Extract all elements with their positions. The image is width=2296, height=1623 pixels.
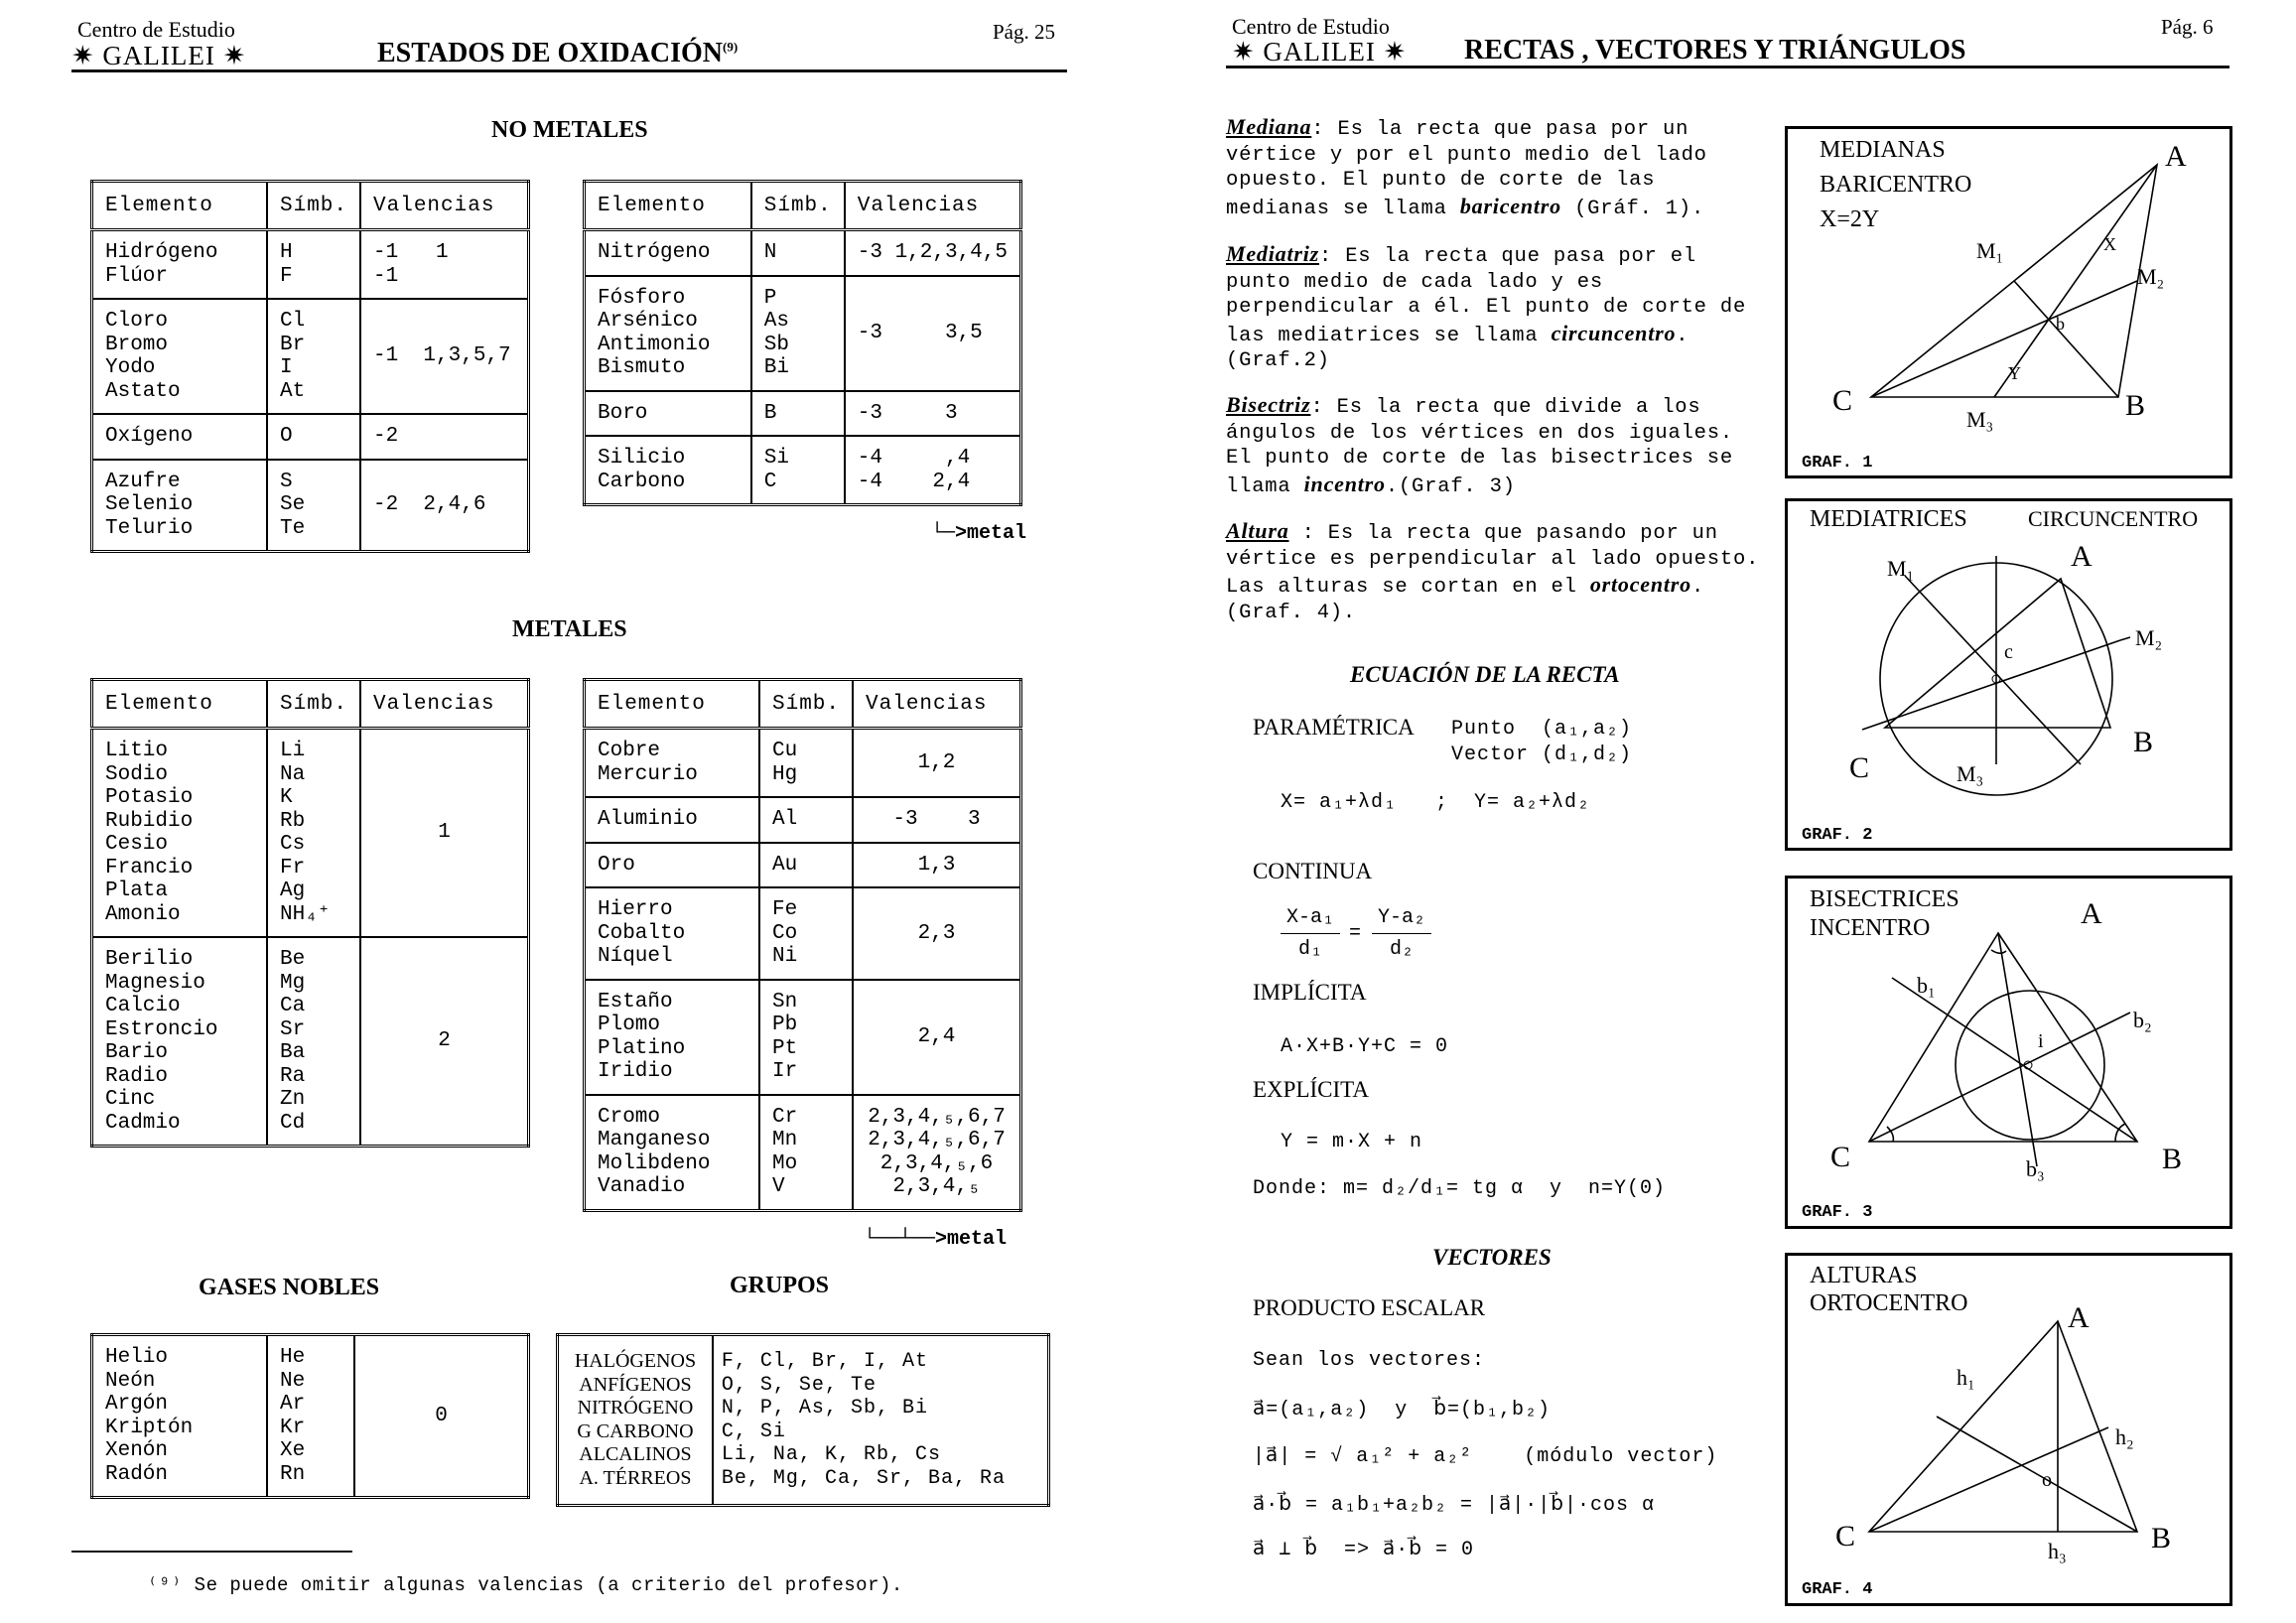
- symbol-cell: Fe Co Ni: [759, 887, 853, 980]
- graf4-o: o: [2042, 1469, 2052, 1491]
- bisectriz-term: Bisectriz: [1226, 392, 1311, 417]
- graf4-h3: h₃: [2048, 1539, 2067, 1563]
- graf4-h2: h₂: [2115, 1424, 2134, 1449]
- element-cell: Oxígeno: [92, 414, 268, 460]
- graf3-title2: INCENTRO: [1810, 915, 1931, 941]
- graf4-triangle: [1869, 1321, 2137, 1532]
- cont-den-1: d₁: [1297, 938, 1322, 961]
- valence-cell: 0: [354, 1335, 529, 1498]
- column-header: Símb.: [751, 182, 845, 230]
- element-cell: Oro: [585, 843, 760, 888]
- element-cell: Hidrógeno Flúor: [92, 230, 268, 300]
- column-header: Valencias: [360, 182, 528, 230]
- graf4-B: B: [2151, 1522, 2172, 1555]
- left-page: [0, 0, 1142, 1623]
- vectors-definition: a⃗=(a₁,a₂) y b⃗=(b₁,b₂): [1253, 1399, 1551, 1421]
- graf1-figure: [1788, 129, 2229, 475]
- bisectriz-kw: incentro: [1303, 471, 1386, 496]
- grupos-table: [556, 1333, 1050, 1507]
- mediatriz-term: Mediatriz: [1226, 241, 1319, 266]
- table-row: [585, 729, 1021, 798]
- explicita-label: EXPLÍCITA: [1253, 1077, 1369, 1102]
- element-cell: Azufre Selenio Telurio: [92, 460, 268, 552]
- implicit-equation: A·X+B·Y+C = 0: [1281, 1035, 1449, 1058]
- valence-cell: -3 3,5: [845, 276, 1021, 391]
- bisectriz-tail: .(Graf. 3): [1385, 474, 1516, 498]
- cont-den-2: d₂: [1389, 938, 1414, 961]
- graf3-label: GRAF. 3: [1802, 1203, 1873, 1222]
- graf2-mediatrices: [1785, 498, 2232, 851]
- graf4-label: GRAF. 4: [1802, 1580, 1873, 1599]
- table-row: [585, 843, 1021, 888]
- column-header: Elemento: [585, 680, 760, 729]
- graf2-triangle: [1885, 579, 2110, 728]
- column-header: Valencias: [360, 680, 528, 729]
- element-cell: Cromo Manganeso Molibdeno Vanadio: [585, 1095, 760, 1211]
- valence-cell: -2 2,4,6: [360, 460, 528, 552]
- graf1-B: B: [2125, 389, 2146, 422]
- graf4-alturas: [1785, 1253, 2232, 1606]
- mediatriz-paragraph: [1226, 241, 1762, 374]
- graf1-title3: X=2Y: [1820, 206, 1880, 232]
- nometales-heading: NO METALES: [491, 117, 648, 143]
- footnote-rule: [71, 1551, 352, 1553]
- column-header: Símb.: [267, 182, 360, 230]
- grupos-members: F, Cl, Br, I, At O, S, Se, Te N, P, As, Sb, Bi C, Si Li, Na, K, Rb, Cs Be, Mg, Ca, Sr, Ba, Ra: [721, 1350, 1006, 1490]
- table-row: [92, 299, 529, 414]
- graf4-figure: [1788, 1256, 2229, 1603]
- donde-text: Donde: m= d₂/d₁= tg α y n=Y(0): [1253, 1177, 1667, 1200]
- valence-cell: 2,3,4,₅,6,7 2,3,4,₅,6,7 2,3,4,₅,6 2,3,4,₅: [853, 1095, 1020, 1211]
- sean-text: Sean los vectores:: [1253, 1349, 1486, 1372]
- symbol-cell: Cu Hg: [759, 729, 853, 798]
- header-center-right: Centro de Estudio: [1232, 14, 1390, 39]
- right-page: [1186, 0, 2296, 1623]
- altura-kw: ortocentro: [1589, 572, 1691, 597]
- graf2-title1: MEDIATRICES: [1810, 506, 1967, 532]
- table-row: [92, 460, 529, 552]
- symbol-cell: Si C: [751, 436, 845, 505]
- graf3-b3: b₃: [2026, 1156, 2045, 1181]
- graf2-bisector-3-tail: [2120, 637, 2130, 640]
- parametric-equation: X= a₁+λd₁ ; Y= a₂+λd₂: [1281, 791, 1591, 814]
- graf1-M3: M₃: [1966, 407, 1994, 432]
- table-row: [585, 980, 1021, 1095]
- graf4-title1: ALTURAS: [1810, 1263, 1918, 1288]
- symbol-cell: Au: [759, 843, 853, 888]
- vectores-heading: VECTORES: [1432, 1245, 1552, 1270]
- mediana-tail: (Gráf. 1).: [1560, 197, 1705, 220]
- element-cell: Nitrógeno: [585, 230, 751, 276]
- graf1-C: C: [1832, 384, 1853, 417]
- mediana-paragraph: [1226, 114, 1762, 221]
- grupos-heading: GRUPOS: [730, 1273, 830, 1298]
- table-row: [92, 937, 529, 1147]
- table-row: [585, 276, 1021, 391]
- graf1-medianas: [1785, 126, 2232, 478]
- valence-cell: 1: [360, 729, 528, 938]
- graf2-label: GRAF. 2: [1802, 826, 1873, 845]
- graf3-incircle: [1956, 991, 2104, 1140]
- graf1-M2: M₂: [2137, 264, 2165, 289]
- column-header: Elemento: [585, 182, 751, 230]
- altura-term: Altura: [1226, 518, 1289, 543]
- cont-num-2: Y-a₂: [1377, 906, 1425, 929]
- table-row: [585, 391, 1021, 437]
- mediana-term: Mediana: [1226, 114, 1312, 139]
- graf1-label: GRAF. 1: [1802, 454, 1873, 473]
- symbol-cell: H F: [267, 230, 360, 300]
- graf4-C: C: [1835, 1520, 1856, 1553]
- element-cell: Silicio Carbono: [585, 436, 751, 505]
- valence-cell: -3 3: [845, 391, 1021, 437]
- header-rule-right: [1226, 66, 2229, 68]
- graf2-M3: M₃: [1957, 761, 1984, 786]
- header-galilei: ✷ GALILEI ✷: [71, 41, 247, 70]
- graf2-bisector-3: [1862, 640, 2120, 730]
- graf4-title2: ORTOCENTRO: [1810, 1290, 1968, 1316]
- graf3-b1: b₁: [1917, 973, 1936, 998]
- bisectriz-text: : Es la recta que divide a los ángulos de los vértices en dos iguales. El punto de corte de las bisectrices se llama: [1226, 396, 1733, 498]
- valence-cell: 1,2: [853, 729, 1020, 798]
- header-rule: [71, 69, 1067, 72]
- mediatriz-text: : Es la recta que pasa por el punto medio de cada lado y es perpendicular a él. El punto de corte de las mediatrices se llama: [1226, 245, 1747, 347]
- altura-paragraph: [1226, 518, 1762, 625]
- valence-cell: -2: [360, 414, 528, 460]
- implicita-label: IMPLÍCITA: [1253, 980, 1367, 1005]
- graf3-figure: [1788, 879, 2229, 1226]
- element-cell: Estaño Plomo Platino Iridio: [585, 980, 760, 1095]
- graf4-h1: h₁: [1957, 1365, 1975, 1390]
- graf1-median-b: [2014, 281, 2118, 397]
- graf2-M1: M₁: [1887, 556, 1915, 581]
- graf3-bisector-b: [1892, 978, 2137, 1142]
- table-row: [585, 797, 1021, 843]
- graf3-arc-c: [1887, 1127, 1893, 1142]
- page-number-right: Pág. 6: [2161, 15, 2214, 39]
- cont-num-1: X-a₁: [1285, 906, 1334, 929]
- graf2-c: c: [2004, 641, 2013, 663]
- producto-label: PRODUCTO ESCALAR: [1253, 1295, 1486, 1320]
- graf3-i: i: [2038, 1030, 2044, 1052]
- valence-cell: 2,3: [853, 887, 1020, 980]
- mediatriz-tail: . (Graf.2): [1226, 324, 1689, 372]
- element-cell: Helio Neón Argón Kriptón Xenón Radón: [92, 1335, 268, 1498]
- valence-cell: -3 1,2,3,4,5: [845, 230, 1021, 276]
- dot-product-formula: a⃗·b⃗ = a₁b₁+a₂b₂ = |a⃗|·|b⃗|·cos α: [1253, 1494, 1655, 1517]
- mediatriz-kw: circuncentro: [1551, 320, 1677, 345]
- graf2-A: A: [2071, 540, 2093, 573]
- title-footref: (9): [723, 39, 739, 55]
- cont-bar-2: [1372, 933, 1431, 934]
- table-row: [92, 1335, 529, 1498]
- valence-cell: -1 1 -1: [360, 230, 528, 300]
- table-row: [92, 414, 529, 460]
- page-title: ESTADOS DE OXIDACIÓN$^{(9)}$: [377, 38, 739, 68]
- modulo-formula: |a⃗| = √ a₁² + a₂² (módulo vector): [1253, 1445, 1718, 1468]
- metales-table-1: [90, 678, 530, 1148]
- symbol-cell: Cr Mn Mo V: [759, 1095, 853, 1211]
- column-header: Valencias: [853, 680, 1020, 729]
- page-title-right: RECTAS , VECTORES Y TRIÁNGULOS: [1464, 35, 1966, 66]
- metales-metal-note: └──┴──>metal: [864, 1228, 1008, 1251]
- table-row: [585, 887, 1021, 980]
- ecuacion-heading: ECUACIÓN DE LA RECTA: [1350, 662, 1620, 687]
- nometales-table-1: [90, 180, 530, 553]
- graf3-b2: b₂: [2133, 1008, 2152, 1032]
- element-cell: Boro: [585, 391, 751, 437]
- graf2-B: B: [2133, 726, 2154, 758]
- gases-table: [90, 1333, 530, 1499]
- page-number: Pág. 25: [993, 20, 1055, 44]
- element-cell: Cobre Mercurio: [585, 729, 760, 798]
- explicit-equation: Y = m·X + n: [1281, 1131, 1423, 1153]
- valence-cell: -4 ,4 -4 2,4: [845, 436, 1021, 505]
- parametrica-label: PARAMÉTRICA: [1253, 715, 1415, 740]
- symbol-cell: Cl Br I At: [267, 299, 360, 414]
- graf1-title2: BARICENTRO: [1820, 172, 1972, 198]
- symbol-cell: Be Mg Ca Sr Ba Ra Zn Cd: [267, 937, 360, 1147]
- punto-text: Punto (a₁,a₂): [1451, 718, 1633, 741]
- graf1-M1: M₁: [1976, 238, 2004, 263]
- symbol-cell: S Se Te: [267, 460, 360, 552]
- graf1-b: b: [2056, 314, 2065, 334]
- element-cell: Hierro Cobalto Níquel: [585, 887, 760, 980]
- mediana-kw: baricentro: [1459, 193, 1561, 218]
- column-header: Elemento: [92, 182, 268, 230]
- footnote: ⁽⁹⁾ Se puede omitir algunas valencias (a criterio del profesor).: [147, 1574, 903, 1596]
- element-cell: Berilio Magnesio Calcio Estroncio Bario Radio Cinc Cadmio: [92, 937, 268, 1147]
- header-center: Centro de Estudio: [77, 17, 235, 42]
- mediana-text: : Es la recta que pasa por un vértice y por el punto medio del lado opuesto. El punto de corte de las medianas se llama: [1226, 118, 1707, 220]
- graf3-A: A: [2081, 897, 2102, 930]
- graf2-M2: M₂: [2135, 625, 2163, 650]
- symbol-cell: Li Na K Rb Cs Fr Ag NH₄⁺: [267, 729, 360, 938]
- graf1-median-a: [1994, 165, 2157, 397]
- graf3-bisector-a: [1998, 933, 2037, 1166]
- graf2-title2: CIRCUNCENTRO: [2028, 506, 2199, 531]
- graf1-x: X: [2103, 234, 2116, 254]
- graf4-altitude-b: [1937, 1417, 2137, 1532]
- element-cell: Cloro Bromo Yodo Astato: [92, 299, 268, 414]
- graf4-altitude-c: [1869, 1427, 2108, 1532]
- graf4-A: A: [2068, 1301, 2090, 1334]
- continua-label: CONTINUA: [1253, 859, 1373, 883]
- graf1-A: A: [2165, 140, 2187, 173]
- element-cell: Fósforo Arsénico Antimonio Bismuto: [585, 276, 751, 391]
- element-cell: Aluminio: [585, 797, 760, 843]
- graf3-title1: BISECTRICES: [1810, 886, 1959, 912]
- altura-tail: . (Graf. 4).: [1226, 576, 1705, 624]
- graf1-y: Y: [2008, 363, 2021, 383]
- symbol-cell: He Ne Ar Kr Xe Rn: [267, 1335, 354, 1498]
- table-row: [585, 230, 1021, 276]
- symbol-cell: Sn Pb Pt Ir: [759, 980, 853, 1095]
- cont-bar-1: [1281, 933, 1340, 934]
- valence-cell: 2: [360, 937, 528, 1147]
- perpendicular-formula: a⃗ ⊥ b⃗ => a⃗·b⃗ = 0: [1253, 1539, 1474, 1561]
- valence-cell: 1,3: [853, 843, 1020, 888]
- column-header: Elemento: [92, 680, 268, 729]
- table-row: [585, 436, 1021, 505]
- graf3-bisectrices: [1785, 876, 2232, 1229]
- metales-table-2: [583, 678, 1022, 1212]
- graf3-C: C: [1830, 1141, 1851, 1173]
- valence-cell: -3 3: [853, 797, 1020, 843]
- graf2-figure: [1788, 501, 2229, 848]
- altura-text: : Es la recta que pasando por un vértice es perpendicular al lado opuesto. Las alturas se cortan en el: [1226, 522, 1760, 599]
- grupos-names: HALÓGENOS ANFÍGENOS NITRÓGENO G CARBONO ALCALINOS A. TÉRREOS: [558, 1335, 713, 1506]
- graf3-B: B: [2162, 1143, 2183, 1175]
- nometales-table-2: [583, 180, 1022, 506]
- valence-cell: 2,4: [853, 980, 1020, 1095]
- header-galilei-right: ✷ GALILEI ✷: [1232, 37, 1408, 67]
- gases-heading: GASES NOBLES: [199, 1275, 380, 1300]
- symbol-cell: O: [267, 414, 360, 460]
- cont-equals: =: [1349, 922, 1362, 945]
- symbol-cell: Al: [759, 797, 853, 843]
- vector-text: Vector (d₁,d₂): [1451, 744, 1633, 766]
- graf1-title1: MEDIANAS: [1820, 137, 1946, 163]
- nometales-metal-note: └─>metal: [931, 522, 1027, 545]
- symbol-cell: N: [751, 230, 845, 276]
- symbol-cell: B: [751, 391, 845, 437]
- column-header: Símb.: [759, 680, 853, 729]
- graf1-median-c: [1871, 281, 2137, 397]
- table-row: [585, 1095, 1021, 1211]
- symbol-cell: P As Sb Bi: [751, 276, 845, 391]
- element-cell: Litio Sodio Potasio Rubidio Cesio Francio Plata Amonio: [92, 729, 268, 938]
- continua-equation: [1281, 906, 1439, 966]
- column-header: Valencias: [845, 182, 1021, 230]
- bisectriz-paragraph: [1226, 392, 1762, 499]
- graf3-arc-a: [1991, 950, 2006, 953]
- graf2-C: C: [1849, 751, 1870, 784]
- graf2-bisector-1: [1905, 576, 2081, 764]
- valence-cell: -1 1,3,5,7: [360, 299, 528, 414]
- column-header: Símb.: [267, 680, 360, 729]
- metales-heading: METALES: [512, 616, 627, 642]
- table-row: [92, 729, 529, 938]
- table-row: [92, 230, 529, 300]
